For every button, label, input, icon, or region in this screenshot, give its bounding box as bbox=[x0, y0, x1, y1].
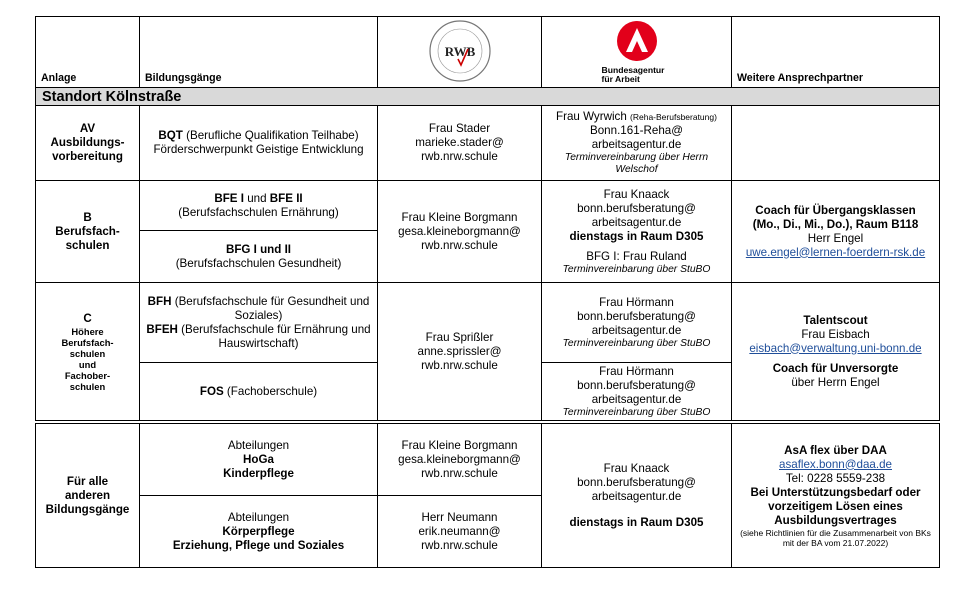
other-programs-table bbox=[35, 423, 940, 568]
b-teacher: Frau Kleine Borgmann gesa.kleineborgmann@ rwb.nrw.schule bbox=[378, 181, 542, 283]
c-bildungsgang-fos: FOS (Fachoberschule) bbox=[140, 363, 378, 421]
rwb-logo bbox=[428, 19, 492, 87]
header-weitere: Weitere Ansprechpartner bbox=[732, 17, 940, 88]
main-table bbox=[35, 16, 940, 421]
header-bildungsgaenge: Bildungsgänge bbox=[140, 17, 378, 88]
b-bildungsgang-bfe: BFE I und BFE II (Berufsfachschulen Ernährung) bbox=[140, 181, 378, 231]
alle-bildungsgang-koerperpflege: Abteilungen Körperpflege Erziehung, Pflege und Soziales bbox=[140, 496, 378, 568]
section-title: Standort Kölnstraße bbox=[36, 88, 940, 106]
b-weitere-email-link[interactable]: uwe.engel@lernen-foerdern-rsk.de bbox=[745, 245, 926, 259]
c-weitere: Talentscout Frau Eisbach eisbach@verwaltung.uni-bonn.de Coach für Unversorgte über Herrn Engel bbox=[732, 283, 940, 421]
ba-logo bbox=[602, 20, 672, 85]
c-teacher: Frau Sprißler anne.sprissler@ rwb.nrw.schule bbox=[378, 283, 542, 421]
c-ba-contact-1: Frau Hörmann bonn.berufsberatung@ arbeitsagentur.de Terminvereinbarung über StuBO bbox=[542, 283, 732, 363]
alle-anlage: Für alle anderen Bildungsgänge bbox=[36, 424, 140, 568]
ba-logo-cell bbox=[542, 17, 732, 88]
alle-teacher-1: Frau Kleine Borgmann gesa.kleineborgmann@ rwb.nrw.schule bbox=[378, 424, 542, 496]
b-bildungsgang-bfg: BFG I und II (Berufsfachschulen Gesundheit) bbox=[140, 231, 378, 283]
rwb-logo-cell bbox=[378, 17, 542, 88]
c-ba-contact-2: Frau Hörmann bonn.berufsberatung@ arbeitsagentur.de Terminvereinbarung über StuBO bbox=[542, 363, 732, 421]
ba-logo-line1: Bundesagentur bbox=[601, 64, 665, 75]
b-ba-contact: Frau Knaack bonn.berufsberatung@ arbeitsagentur.de dienstags in Raum D305 BFG I: Frau Ruland Terminvereinbarung über StuBO bbox=[542, 181, 732, 283]
header-anlage: Anlage bbox=[36, 17, 140, 88]
rwb-logo-text: RWB bbox=[444, 44, 475, 59]
alle-weitere: AsA flex über DAA asaflex.bonn@daa.de Tel: 0228 5559-238 Bei Unterstützungsbedarf oder vorzeitigem Lösen eines Ausbildungsvertrages (siehe Richtlinien für die Zusammenarbeit von BKs mit der BA vom 21.07.2022) bbox=[732, 424, 940, 568]
c-weitere-email-link[interactable]: eisbach@verwaltung.uni-bonn.de bbox=[749, 341, 922, 355]
b-anlage: B Berufsfach- schulen bbox=[36, 181, 140, 283]
alle-bildungsgang-hoga: Abteilungen HoGa Kinderpflege bbox=[140, 424, 378, 496]
av-weitere bbox=[732, 106, 940, 181]
ba-logo-line2: für Arbeit bbox=[601, 74, 640, 85]
c-anlage: C Höhere Berufsfach- schulen und Fachober- schulen bbox=[36, 283, 140, 421]
av-bildungsgang: BQT (Berufliche Qualifikation Teilhabe) Förderschwerpunkt Geistige Entwicklung bbox=[140, 106, 378, 181]
alle-weitere-email-link[interactable]: asaflex.bonn@daa.de bbox=[779, 457, 892, 471]
av-anlage: AV Ausbildungs- vorbereitung bbox=[36, 106, 140, 181]
c-bildungsgang-bfh: BFH (Berufsfachschule für Gesundheit und Soziales) BFEH (Berufsfachschule für Ernährung und Hauswirtschaft) bbox=[140, 283, 378, 363]
alle-ba-contact: Frau Knaack bonn.berufsberatung@ arbeitsagentur.de dienstags in Raum D305 bbox=[542, 424, 732, 568]
av-ba-contact: Frau Wyrwich (Reha-Berufsberatung) Bonn.161-Reha@ arbeitsagentur.de Terminvereinbarung über Herrn Welschof bbox=[542, 106, 732, 181]
av-teacher: Frau Stader marieke.stader@ rwb.nrw.schule bbox=[378, 106, 542, 181]
b-weitere: Coach für Übergangsklassen (Mo., Di., Mi., Do.), Raum B118 Herr Engel uwe.engel@lernen-foerdern-rsk.de bbox=[732, 181, 940, 283]
alle-teacher-2: Herr Neumann erik.neumann@ rwb.nrw.schule bbox=[378, 496, 542, 568]
